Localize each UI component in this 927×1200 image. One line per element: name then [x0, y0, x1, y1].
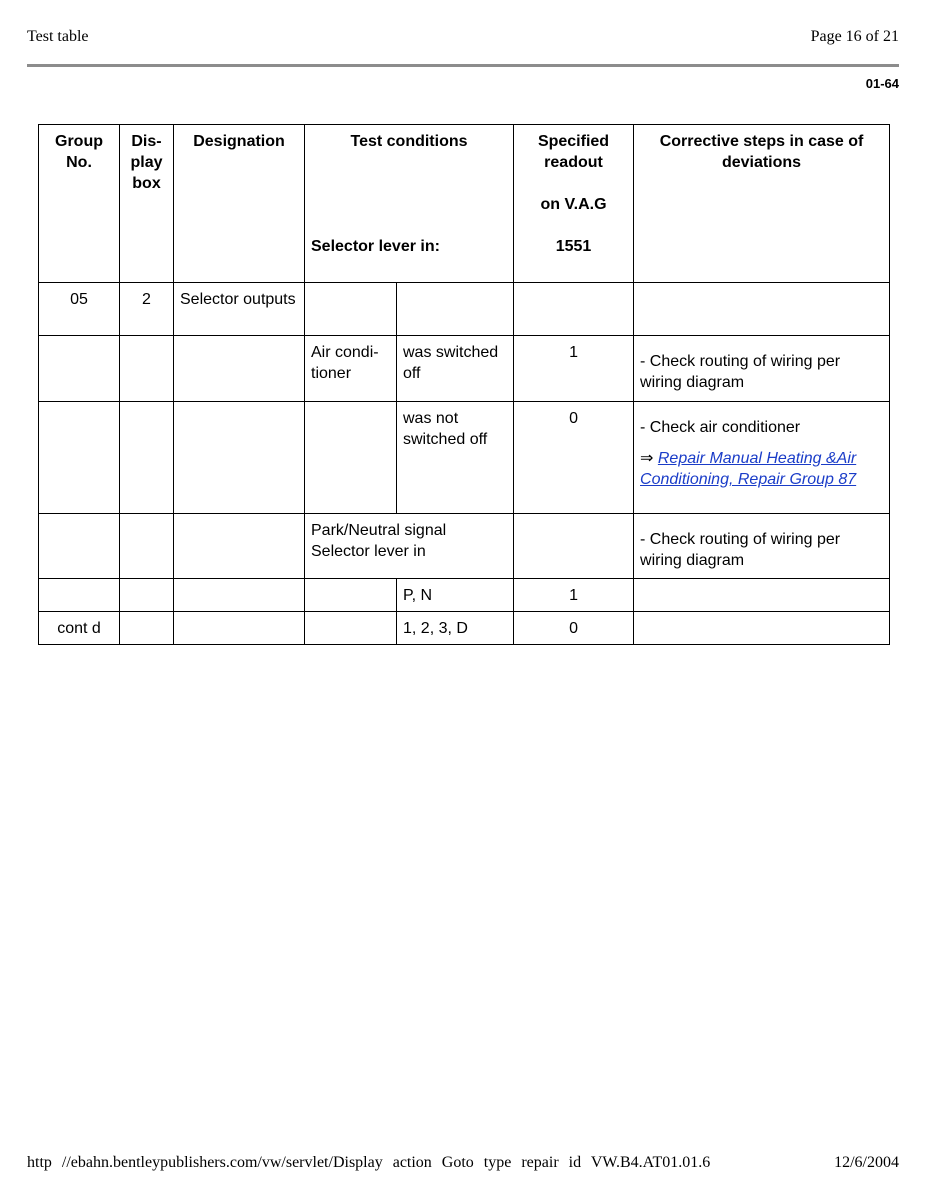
cell-corrective [634, 283, 890, 336]
cell-designation [174, 402, 305, 514]
test-table [38, 124, 890, 645]
header-selector-lever: Selector lever in: [311, 238, 440, 255]
cell-designation [174, 579, 305, 612]
table-row [39, 402, 890, 514]
cell-display [120, 402, 174, 514]
cell-readout: 0 [514, 612, 634, 645]
cell-corrective: - Check routing of wiring per wiring diagram [634, 336, 890, 402]
header-display-box: Dis- play box [120, 125, 174, 283]
section-code: 01-64 [865, 76, 899, 91]
cell-display [120, 612, 174, 645]
header-corrective-steps: Corrective steps in case of deviations [634, 125, 890, 283]
cell-display: 2 [120, 283, 174, 336]
header-specified-readout: Specified readout on V.A.G 1551 [514, 125, 634, 283]
cell-designation [174, 336, 305, 402]
table-row [39, 336, 890, 402]
repair-manual-link[interactable]: Repair Manual Heating &Air Conditioning, Repair Group 87 [640, 450, 857, 488]
cell-cond-a [305, 402, 397, 514]
header-designation: Designation [174, 125, 305, 283]
cell-display [120, 336, 174, 402]
arrow-right-icon: ⇒ [640, 450, 654, 467]
cell-cond-a: Park/Neutral signal Selector lever in [305, 514, 514, 579]
cell-designation: Selector outputs [174, 283, 305, 336]
cell-readout: 0 [514, 402, 634, 514]
table-row [39, 283, 890, 336]
cell-corrective [634, 579, 890, 612]
header-group-no: Group No. [39, 125, 120, 283]
table-row [39, 612, 890, 645]
cell-group: 05 [39, 283, 120, 336]
cell-designation [174, 514, 305, 579]
page-number: Page 16 of 21 [810, 28, 899, 45]
cell-cond-b [397, 283, 514, 336]
cell-group: cont d [39, 612, 120, 645]
repair-manual-link-block [640, 448, 883, 490]
header-test-conditions: Test conditions Selector lever in: [305, 125, 514, 283]
cell-cond-b: was switched off [397, 336, 514, 402]
header-title: Test table [27, 28, 89, 45]
corrective-text: - Check air conditioner [640, 419, 801, 436]
cell-corrective: - Check routing of wiring per wiring diagram [634, 514, 890, 579]
cell-designation [174, 612, 305, 645]
cell-cond-a [305, 283, 397, 336]
cell-corrective [634, 612, 890, 645]
cell-cond-a [305, 579, 397, 612]
cell-cond-b: was not switched off [397, 402, 514, 514]
cell-cond-a: Air condi- tioner [305, 336, 397, 402]
header-divider [27, 64, 899, 67]
cell-cond-b: 1, 2, 3, D [397, 612, 514, 645]
cell-readout [514, 283, 634, 336]
cell-display [120, 514, 174, 579]
footer-url: http //ebahn.bentleypublishers.com/vw/servlet/Display action Goto type repair id VW.B4.AT01.01.6 [27, 1154, 711, 1171]
cell-display [120, 579, 174, 612]
cell-cond-b: P, N [397, 579, 514, 612]
cell-readout [514, 514, 634, 579]
cell-group [39, 402, 120, 514]
cell-group [39, 579, 120, 612]
cell-group [39, 514, 120, 579]
cell-cond-a [305, 612, 397, 645]
table-row [39, 579, 890, 612]
table-header-row [39, 125, 890, 283]
cell-readout: 1 [514, 579, 634, 612]
cell-readout: 1 [514, 336, 634, 402]
cell-group [39, 336, 120, 402]
footer-date: 12/6/2004 [834, 1154, 899, 1171]
table-row [39, 514, 890, 579]
cell-corrective [634, 402, 890, 514]
